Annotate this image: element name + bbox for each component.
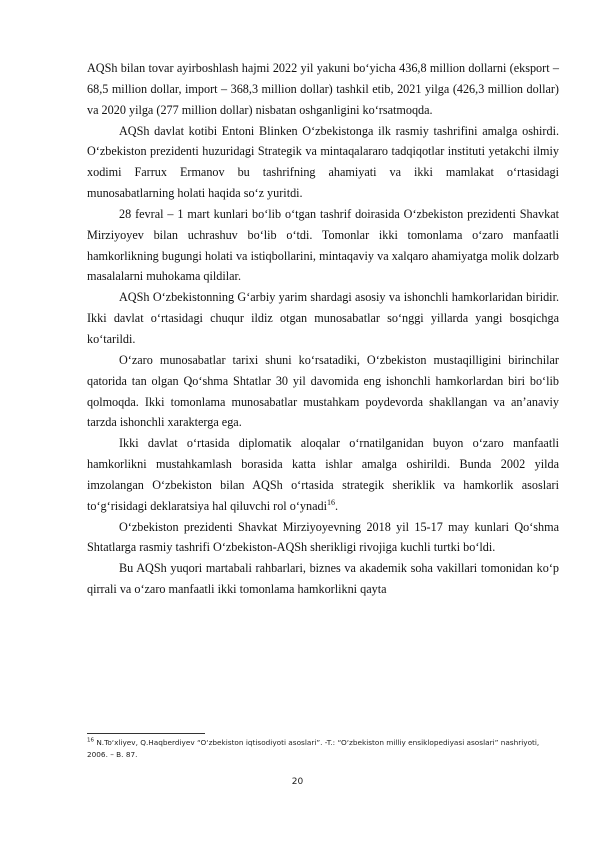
footnote-text: N.To‘xliyev, Q.Haqberdiyev “O‘zbekiston iqtisodiyoti asoslari”. -T.: “O‘zbekiston milliy ensiklopediyasi asoslari” nashriyoti, 2006. – B. 87. — [87, 738, 540, 759]
body-text — [87, 58, 559, 600]
paragraph: O‘zbekiston prezidenti Shavkat Mirziyoyevning 2018 yil 15-17 may kunlari Qo‘shma Shtatlarga rasmiy tashrifi O‘zbekiston-AQSh sherikligi rivojiga kuchli turtki bo‘ldi. — [87, 519, 559, 555]
footnote — [87, 737, 559, 761]
footnote-marker: 16 — [87, 737, 94, 744]
paragraph: Bu AQSh yuqori martabali rahbarlari, biznes va akademik soha vakillari tomonidan ko‘p qirrali va o‘zaro manfaatli ikki tomonlama hamkorlikni qayta — [87, 561, 559, 597]
paragraph: 28 fevral – 1 mart kunlari bo‘lib o‘tgan tashrif doirasida O‘zbekiston prezidenti Shavkat Mirziyoyev bilan uchrashuv bo‘lib o‘tdi. Tomonlar ikki tomonlama o‘zaro manfaatli hamkorlikning bugungi holati va istiqbollarini, mintaqaviy va xalqaro ahamiyatga molik dolzarb masalalarni muhokama qildilar. — [87, 206, 559, 284]
paragraph: AQSh davlat kotibi Entoni Blinken O‘zbekistonga ilk rasmiy tashrifini amalga oshirdi. O‘zbekiston prezidenti huzuridagi Strategik va mintaqalararo tadqiqotlar instituti yetakchi ilmiy xodimi Farrux Ermanov bu tashrifning ahamiyati va ikki mamlakat o‘rtasidagi munosabatlarning holati haqida so‘z yuritdi. — [87, 123, 559, 201]
footnote-divider — [87, 733, 205, 734]
page-number: 20 — [291, 777, 304, 787]
paragraph: O‘zaro munosabatlar tarixi shuni ko‘rsatadiki, O‘zbekiston mustaqilligini birinchilar qatorida tan olgan Qo‘shma Shtatlar 30 yil davomida eng ishonchli hamkorlardan biri bo‘lib qolmoqda. Ikki tomonlama munosabatlar mustahkam poydevorda shakllangan va an’anaviy tarzda ishonchli xarakterga ega. — [87, 352, 559, 430]
paragraph: AQSh O‘zbekistonning G‘arbiy yarim shardagi asosiy va ishonchli hamkorlaridan biridir. Ikki davlat o‘rtasidagi chuqur ildiz otgan munosabatlar so‘nggi yillarda yangi bosqichga ko‘tarildi. — [87, 290, 559, 346]
paragraph-end: . — [334, 498, 339, 513]
paragraph-text: Ikki davlat o‘rtasida diplomatik aloqalar o‘rnatilganidan buyon o‘zaro manfaatli hamkorlikni mustahkamlash borasida katta ishlar amalga oshirildi. Bunda 2002 yilda imzolangan O‘zbekiston bilan AQSh o‘rtasida strategik sheriklik va hamkorlik asoslari to‘g‘risidagi deklaratsiya hal qiluvchi rol o‘ynadi — [87, 436, 559, 513]
paragraph: AQSh bilan tovar ayirboshlash hajmi 2022 yil yakuni bo‘yicha 436,8 million dollarni (eksport – 68,5 million dollar, import – 368,3 million dollar) tashkil etib, 2021 yilga (426,3 million dollar) va 2020 yilga (277 million dollar) nisbatan oshganligini ko‘rsatmoqda. — [87, 61, 559, 117]
footnote-reference[interactable]: 16 — [326, 497, 335, 507]
paragraph-with-footnote — [87, 433, 559, 516]
